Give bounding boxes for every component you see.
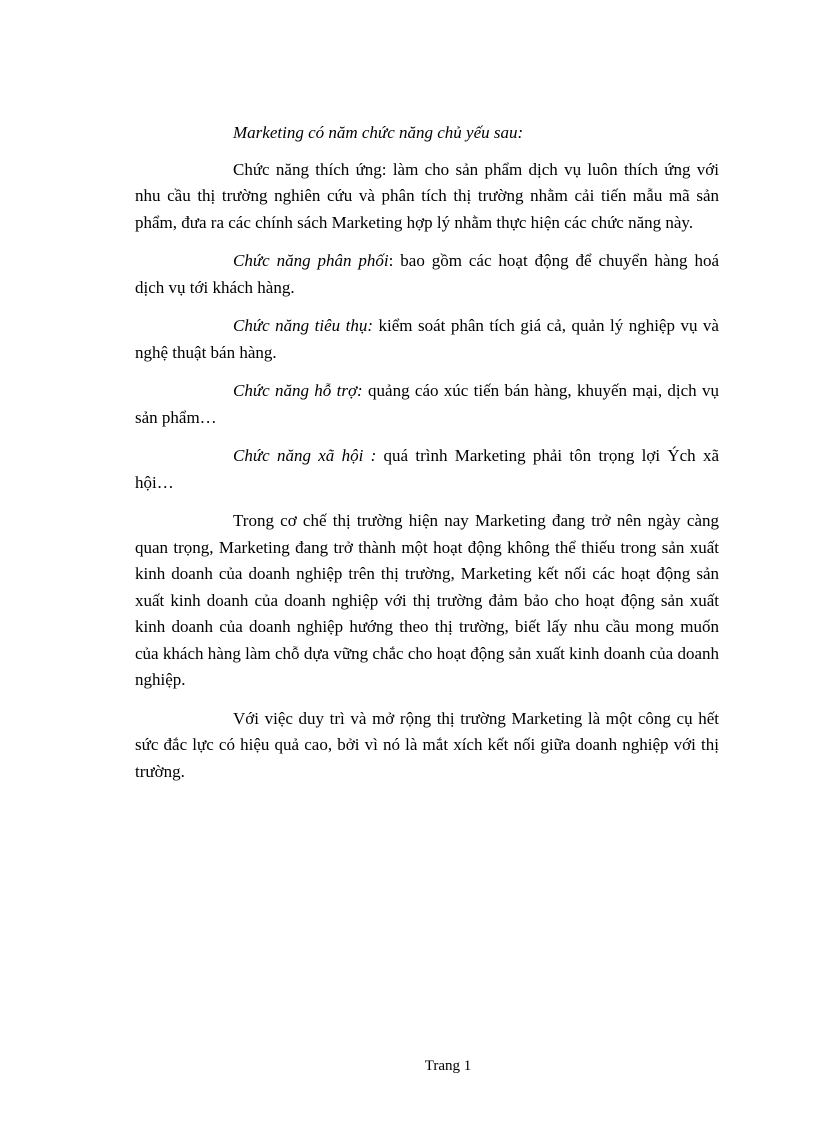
- paragraph-marketing-tool: Với việc duy trì và mở rộng thị trường Marketing là một công cụ hết sức đắc lực có hiệu quả cao, bởi vì nó là mắt xích kết nối giữa doanh nghiệp với thị trường.: [135, 708, 719, 781]
- function-support: [135, 378, 719, 431]
- function-support-text: quảng cáo xúc tiến bán hàng, khuyến mại, dịch vụ sản phẩm…: [135, 381, 719, 427]
- page-number: Trang 1: [424, 1058, 472, 1074]
- function-distribution: [135, 248, 719, 301]
- paragraph-marketing-role: Trong cơ chế thị trường hiện nay Marketing đang trở nên ngày càng quan trọng, Marketing đang trở thành một hoạt động không thể thiếu trong sản xuất kinh doanh của doanh nghiệp trên thị trường, Marketing kết nối các hoạt động sản xuất kinh doanh của doanh nghiệp với thị trường đảm bảo cho hoạt động sản xuất kinh doanh của doanh nghiệp hướng theo thị trường, biết lấy nhu cầu mong muốn của khách hàng làm chỗ dựa vững chắc cho hoạt động sản xuất kinh doanh của doanh nghiệp.: [135, 511, 719, 689]
- function-support-lead: Chức năng hỗ trợ:: [233, 381, 363, 400]
- function-consumption-lead: Chức năng tiêu thụ:: [233, 316, 373, 335]
- function-consumption: [135, 313, 719, 366]
- document-body: [135, 120, 719, 797]
- function-adaptive: [135, 157, 719, 237]
- function-social-text: quá trình Marketing phải tôn trọng lợi Ých xã hội…: [135, 446, 719, 492]
- function-social: [135, 443, 719, 496]
- function-distribution-text: : bao gồm các hoạt động để chuyển hàng hoá dịch vụ tới khách hàng.: [135, 251, 720, 297]
- function-consumption-text: kiểm soát phân tích giá cả, quản lý nghiệp vụ và nghệ thuật bán hàng.: [135, 316, 719, 362]
- function-distribution-lead: Chức năng phân phối: [233, 251, 389, 270]
- function-adaptive-text: Chức năng thích ứng: làm cho sản phẩm dịch vụ luôn thích ứng với nhu cầu thị trường nghiên cứu và phân tích thị trường nhằm cải tiến mẫu mã sản phẩm, đưa ra các chính sách Marketing hợp lý nhằm thực hiện các chức năng này.: [135, 159, 719, 232]
- functions-intro: Marketing có năm chức năng chủ yếu sau:: [233, 123, 524, 142]
- function-social-lead: Chức năng xã hội :: [233, 446, 377, 465]
